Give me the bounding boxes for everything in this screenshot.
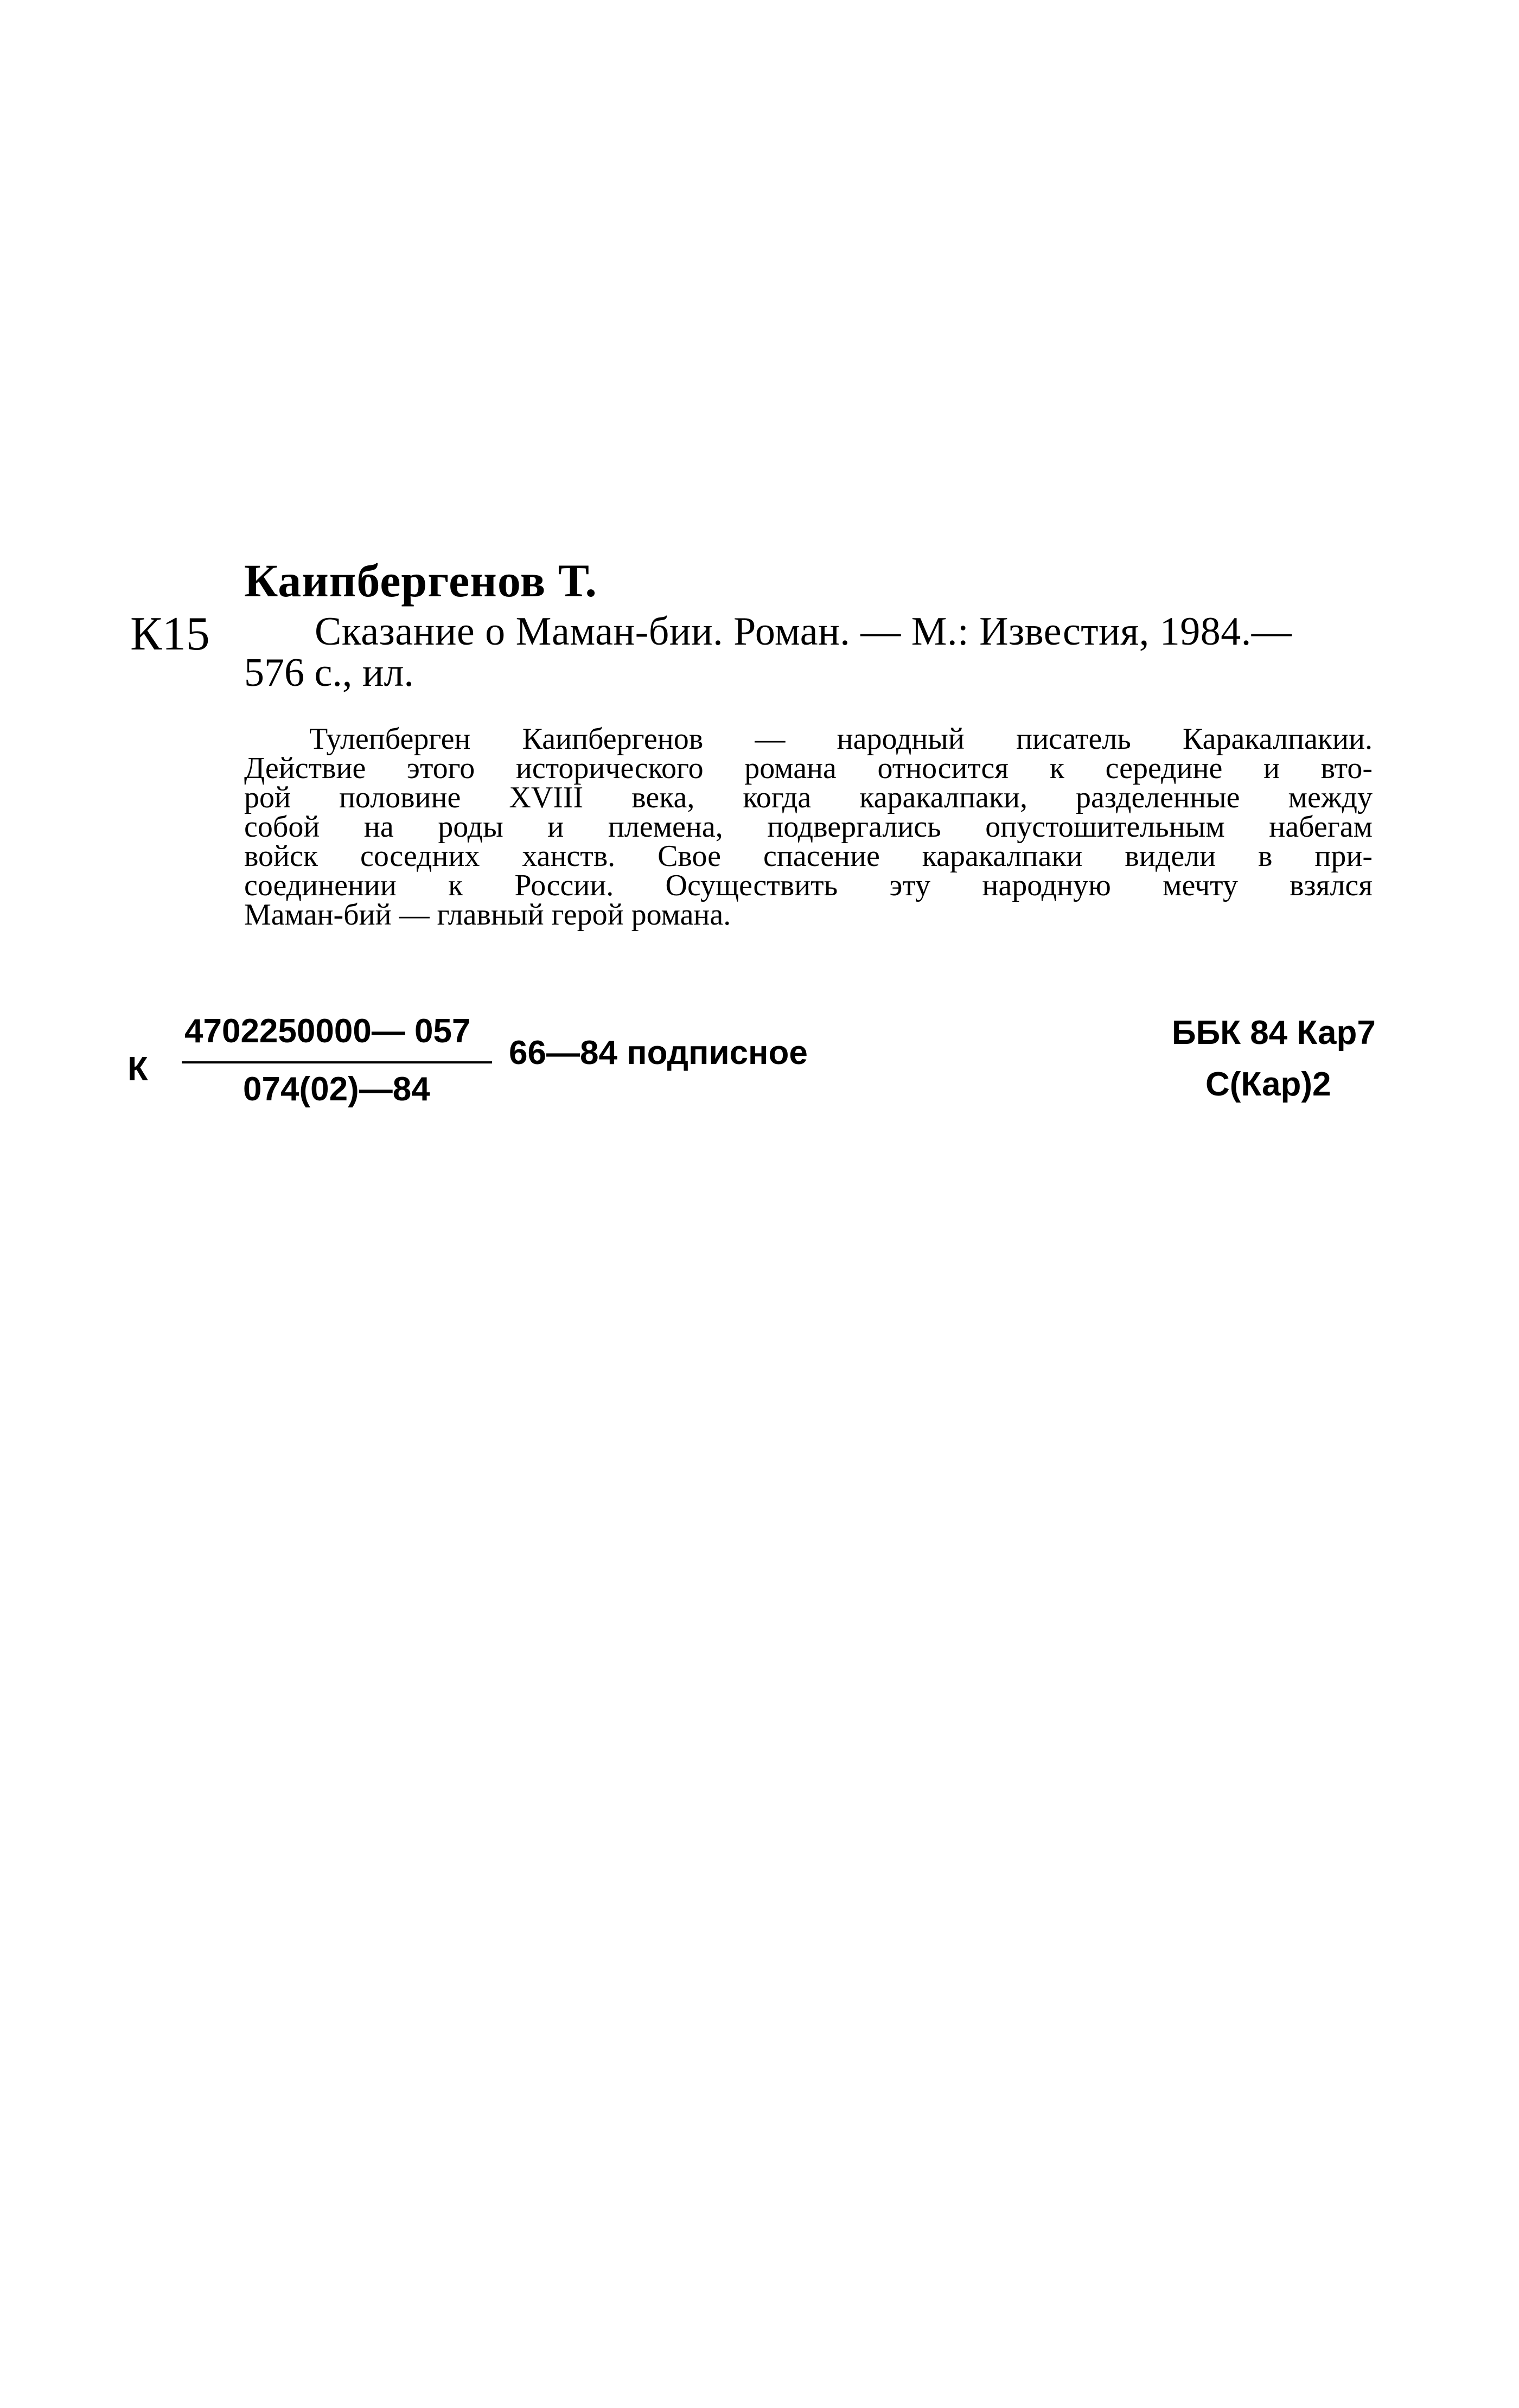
annotation-paragraph <box>244 722 1373 932</box>
annotation-line: войск соседних ханств. Свое спасение каракалпаки видели в при- <box>244 839 1373 873</box>
bbk-classification: ББК 84 Кар7 <box>1172 1014 1376 1052</box>
annotation-line: рой половине XVIII века, когда каракалпаки, разделенные между <box>244 781 1373 814</box>
bibliographic-description-line-2: 576 с., ил. <box>244 651 414 695</box>
subscription-note: 66—84 подписное <box>509 1034 808 1072</box>
annotation-line: Тулепберген Каипбергенов — народный писатель Каракалпакии. <box>309 722 1373 756</box>
fraction-divider <box>182 1061 492 1063</box>
author-index-code: К15 <box>130 608 210 660</box>
bbk-classification-secondary: С(Кар)2 <box>1205 1066 1331 1103</box>
annotation-line: соединении к России. Осуществить эту народную мечту взялся <box>244 869 1373 902</box>
imprint-denominator: 074(02)—84 <box>243 1071 430 1108</box>
imprint-k-letter: К <box>127 1050 148 1088</box>
imprint-numerator: 4702250000— 057 <box>184 1012 471 1050</box>
author-heading: Каипбергенов Т. <box>244 555 597 607</box>
annotation-line: собой на роды и племена, подвергались опустошительным набегам <box>244 810 1373 844</box>
annotation-line: Действие этого исторического романа относится к середине и вто- <box>244 751 1373 785</box>
annotation-line: Маман-бий — главный герой романа. <box>244 898 731 932</box>
bibliographic-description-line-1: Сказание о Маман-бии. Роман. — М.: Известия, 1984.— <box>315 609 1292 654</box>
